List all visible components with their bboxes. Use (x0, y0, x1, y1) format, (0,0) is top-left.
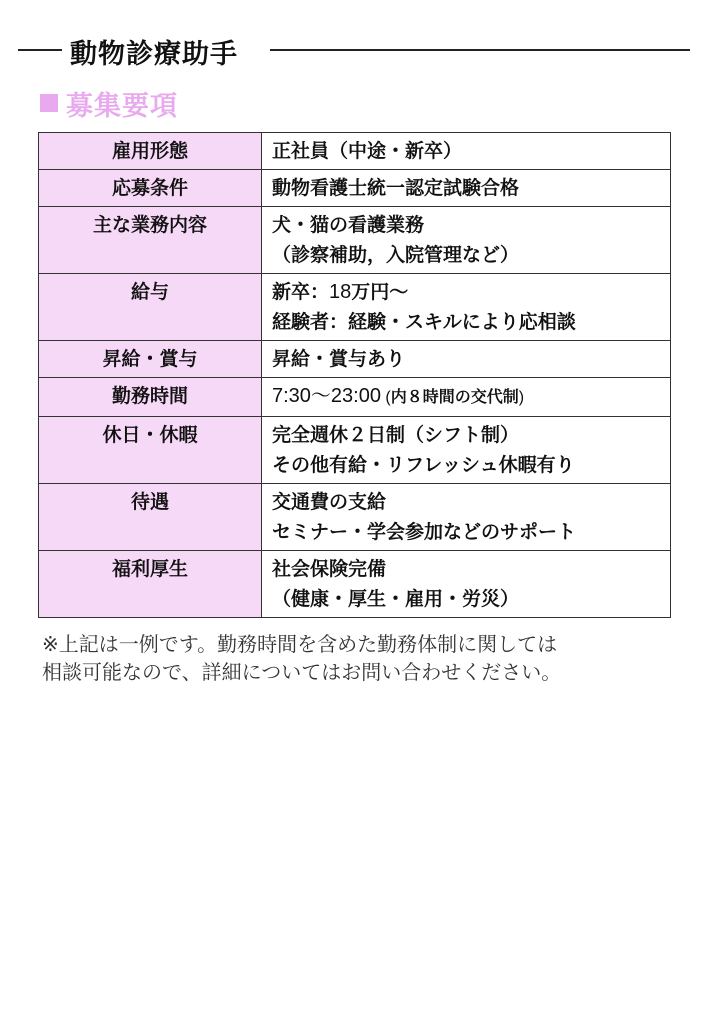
value-line: 社会保険完備 (272, 558, 387, 580)
row-value (262, 551, 671, 618)
row-value (262, 484, 671, 551)
heading-rule (270, 49, 690, 51)
recruitment-table (38, 132, 671, 618)
salary-line (272, 277, 660, 307)
job-heading (18, 30, 690, 70)
footnote-line: 相談可能なので、詳細についてはお問い合わせください。 (42, 660, 562, 684)
value-line: 経験者：経験・スキルにより応相談 (272, 311, 576, 333)
work-time-range: 7:30～23:00 (272, 385, 381, 407)
work-time-note: 内８時間の交代制 (390, 387, 519, 406)
salary-amount: 18 (329, 281, 352, 303)
row-key: 応募条件 (39, 170, 262, 207)
row-key: 主な業務内容 (39, 207, 262, 274)
table-row (39, 133, 671, 170)
footnote-line: ※上記は一例です。勤務時間を含めた勤務体制に関しては (42, 632, 558, 656)
table-row (39, 378, 671, 417)
heading-dash (18, 49, 62, 51)
row-value (262, 341, 671, 378)
work-hours-line (272, 381, 660, 413)
value-line: 完全週休２日制（シフト制） (272, 424, 520, 446)
value-line: 交通費の支給 (272, 491, 387, 513)
row-value (262, 207, 671, 274)
row-value (262, 378, 671, 417)
value-line: 動物看護士統一認定試験合格 (272, 177, 520, 199)
row-key: 勤務時間 (39, 378, 262, 417)
work-time-note-close: ) (518, 389, 525, 406)
job-title: 動物診療助手 (70, 39, 238, 70)
row-key: 雇用形態 (39, 133, 262, 170)
row-value (262, 274, 671, 341)
salary-unit: 万円～ (351, 281, 409, 303)
row-key: 昇給・賞与 (39, 341, 262, 378)
table-row (39, 417, 671, 484)
value-line: （診察補助，入院管理など） (272, 244, 520, 266)
row-value (262, 133, 671, 170)
section-title: 募集要項 (66, 91, 178, 122)
row-key: 待遇 (39, 484, 262, 551)
table-row (39, 274, 671, 341)
value-line: 昇給・賞与あり (272, 348, 406, 370)
table-row (39, 484, 671, 551)
table-row (39, 341, 671, 378)
footnote (42, 630, 682, 686)
value-line: 正社員（中途・新卒） (272, 140, 463, 162)
work-time-note-open: ( (380, 389, 391, 406)
row-key: 休日・休暇 (39, 417, 262, 484)
row-key: 福利厚生 (39, 551, 262, 618)
row-value (262, 170, 671, 207)
row-value (262, 417, 671, 484)
value-line: （健康・厚生・雇用・労災） (272, 588, 520, 610)
row-key: 給与 (39, 274, 262, 341)
table-row (39, 207, 671, 274)
value-line: 犬・猫の看護業務 (272, 214, 425, 236)
square-bullet-icon (40, 94, 58, 112)
table-row (39, 551, 671, 618)
table-row (39, 170, 671, 207)
salary-label: 新卒： (272, 281, 330, 303)
value-line: その他有給・リフレッシュ休暇有り (272, 454, 575, 476)
value-line: セミナー・学会参加などのサポート (272, 521, 577, 543)
